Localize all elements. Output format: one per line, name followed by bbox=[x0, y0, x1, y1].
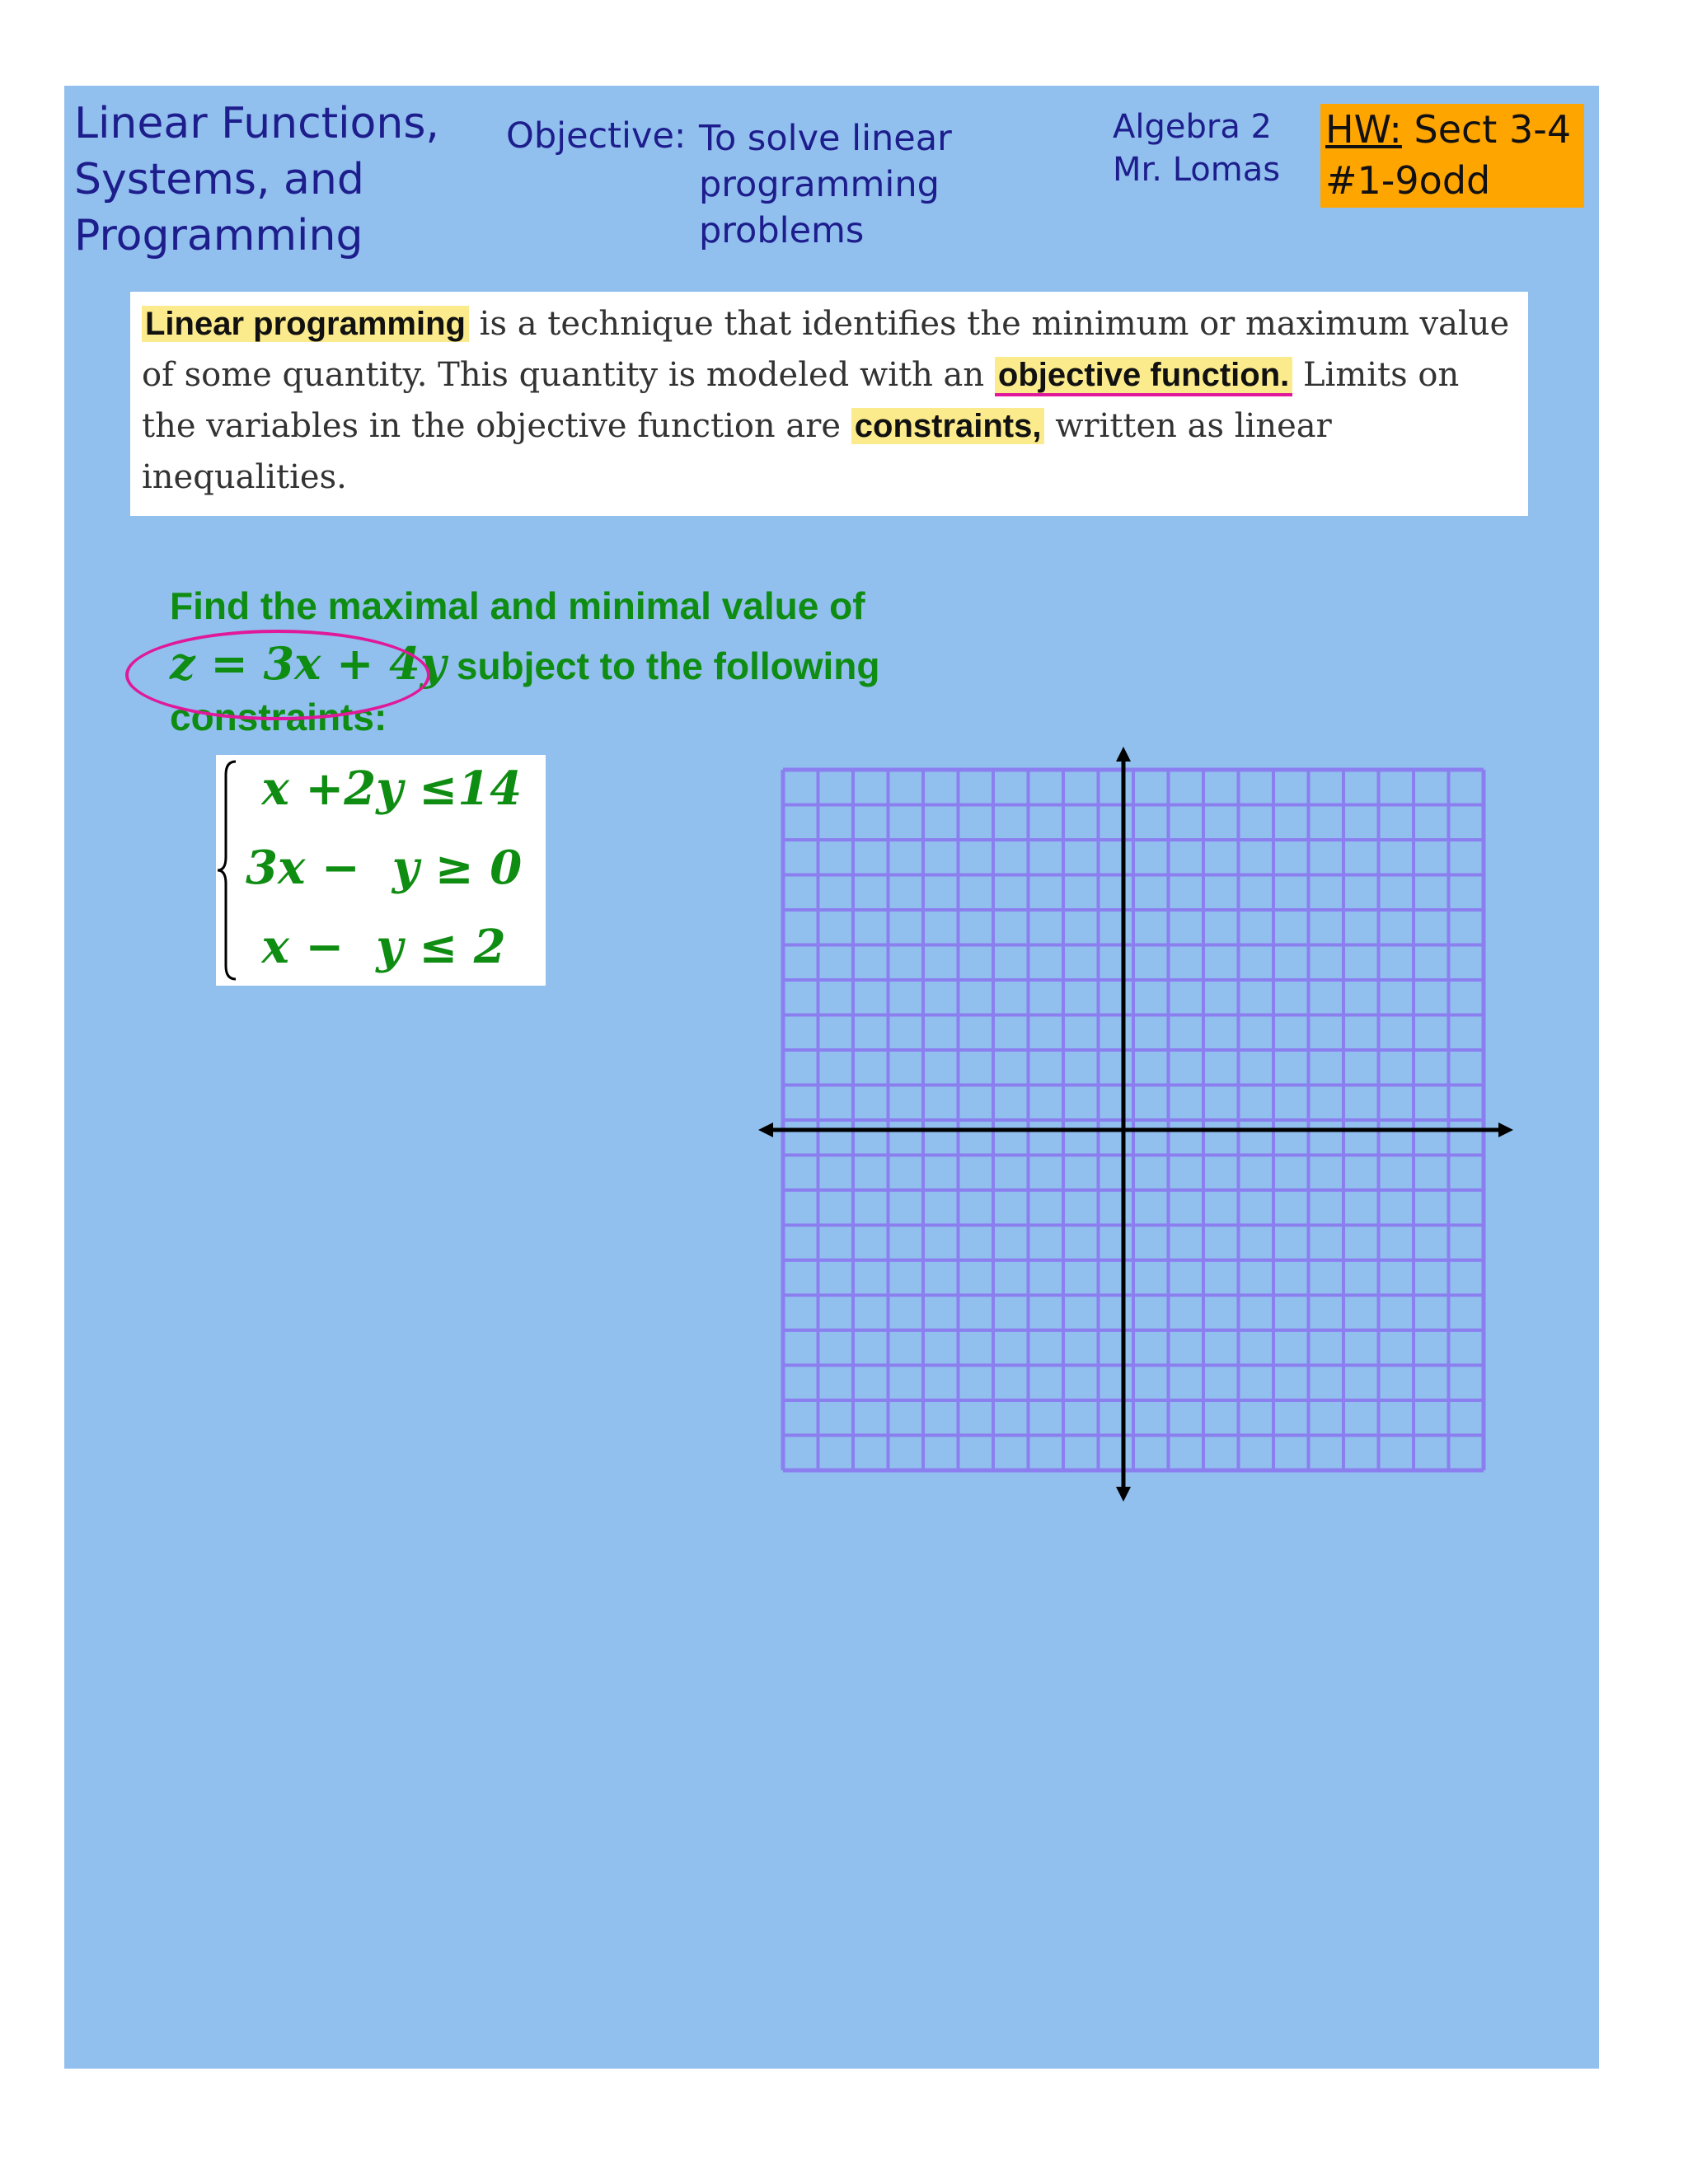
term-constraints: constraints, bbox=[851, 408, 1045, 444]
course-info: Algebra 2 Mr. Lomas bbox=[1113, 108, 1281, 189]
x-axis-arrow-left bbox=[758, 1122, 773, 1137]
page-title: Linear Functions, Systems, and Programming bbox=[74, 99, 439, 260]
definition-box bbox=[130, 292, 1528, 516]
objective-text: To solve linear programming problems bbox=[699, 118, 952, 251]
constraint-system bbox=[216, 755, 546, 986]
problem-line-2-text: subject to the following bbox=[456, 644, 880, 687]
brace-icon bbox=[216, 758, 241, 982]
grid-lines bbox=[783, 770, 1484, 1470]
term-linear-programming: Linear programming bbox=[142, 306, 469, 342]
definition-text-3: written as linear inequalities. bbox=[142, 407, 1332, 496]
y-axis-arrow-down bbox=[1116, 1487, 1131, 1502]
homework-text: Sect 3-4 #1-9odd bbox=[1325, 107, 1572, 203]
objective-expression: z = 3x + 4y bbox=[170, 637, 447, 690]
definition-text-1: is a technique that identifies the minimum or maximum value of some quantity. This quantity is modeled with an bbox=[142, 305, 1510, 394]
term-objective-function: objective function. bbox=[995, 357, 1292, 396]
constraint-2: 3x − y ≥ 0 bbox=[246, 841, 523, 895]
definition-text-2: Limits on the variables in the objective function are bbox=[142, 356, 1460, 445]
problem-line-3: constraints: bbox=[170, 696, 387, 738]
worksheet-page bbox=[64, 86, 1599, 2069]
constraint-3: x − y ≤ 2 bbox=[246, 920, 506, 974]
problem-line-1: Find the maximal and minimal value of bbox=[170, 584, 865, 627]
homework-label: HW: bbox=[1325, 107, 1402, 152]
annotation-circle bbox=[125, 630, 430, 720]
y-axis-arrow-up bbox=[1116, 747, 1131, 762]
objective-label: Objective: bbox=[506, 115, 687, 157]
constraint-1: x +2y ≤14 bbox=[246, 762, 523, 816]
x-axis-arrow-right bbox=[1498, 1122, 1513, 1137]
homework-box bbox=[1320, 104, 1584, 208]
coordinate-grid bbox=[757, 745, 1515, 1503]
